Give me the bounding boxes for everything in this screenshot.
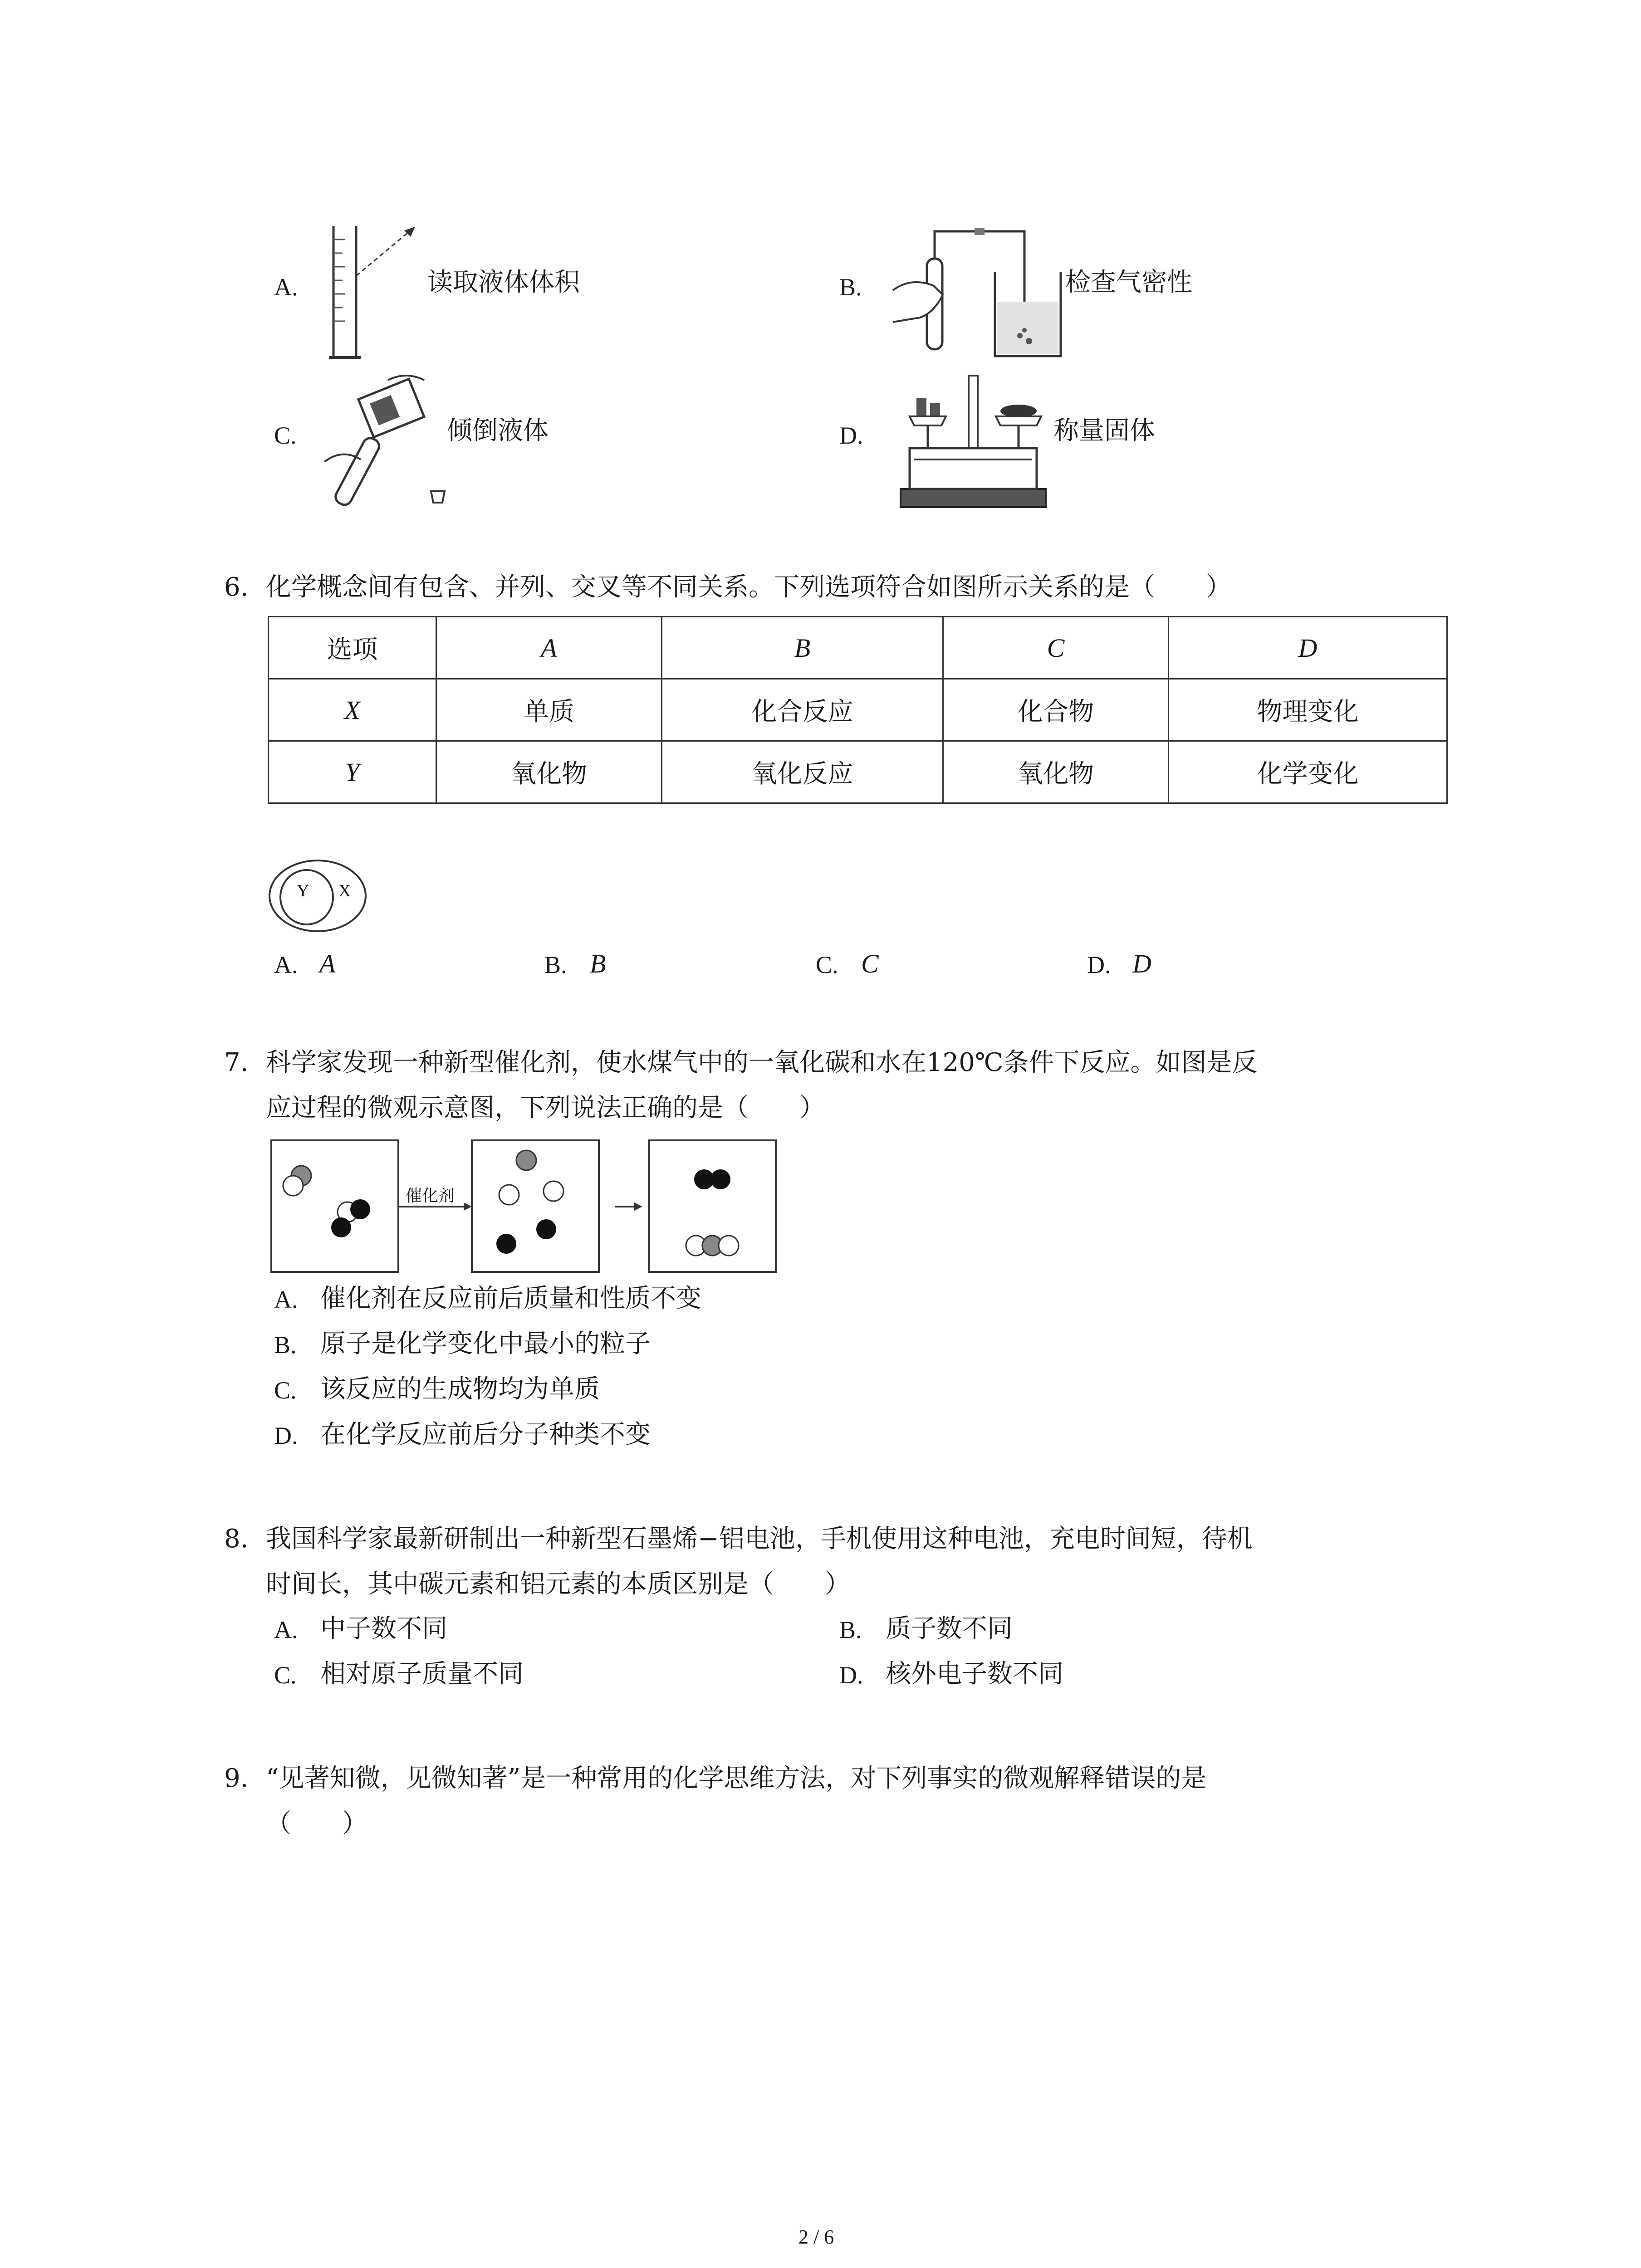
table-cell: 单质 [436, 679, 662, 741]
q5-option-b-label: 检查气密性 [1065, 268, 1192, 297]
venn-outer-label: X [338, 881, 351, 900]
q9-stem-line2: （ ） [266, 1809, 367, 1838]
q7-stem-line1: 科学家发现一种新型催化剂，使水煤气中的一氧化碳和水在120℃条件下反应。如图是反 [266, 1048, 1258, 1077]
q6-stem: 化学概念间有包含、并列、交叉等不同关系。下列选项符合如图所示关系的是（ ） [266, 572, 1231, 602]
page-number: 2 / 6 [798, 2226, 834, 2248]
q7-option-d-text: 在化学反应前后分子种类不变 [320, 1420, 651, 1449]
table-cell: 化合物 [943, 679, 1169, 741]
q8-option-a-text: 中子数不同 [320, 1614, 447, 1643]
q7-option-c-text: 该反应的生成物均为单质 [320, 1374, 600, 1404]
q6-choice-b-value: B [590, 949, 606, 978]
table-row [269, 741, 1447, 803]
q7-option-a-text: 催化剂在反应前后质量和性质不变 [320, 1284, 701, 1313]
q5-option-c-label: 倾倒液体 [447, 416, 549, 445]
q6-table [268, 616, 1448, 804]
q7-stem-line2: 应过程的微观示意图，下列说法正确的是（ ） [266, 1093, 825, 1123]
molecule-reaction-icon [269, 1139, 778, 1275]
airtightness-check-icon [884, 222, 1074, 367]
catalyst-label: 催化剂 [406, 1187, 455, 1205]
q8-stem-line2: 时间长，其中碳元素和铝元素的本质区别是（ ） [266, 1569, 850, 1599]
table-cell: 氧化物 [943, 741, 1169, 803]
q8-option-b-letter: B. [839, 1616, 862, 1643]
q6-choice-d-letter: D. [1087, 951, 1111, 978]
venn-circles-icon [268, 857, 372, 934]
q8-option-b-text: 质子数不同 [886, 1614, 1013, 1643]
balance-scale-icon [882, 367, 1064, 516]
table-row [269, 679, 1447, 741]
table-cell: 化学变化 [1169, 741, 1447, 803]
q5-option-a-label: 读取液体体积 [427, 268, 580, 297]
q8-option-c-letter: C. [274, 1662, 297, 1689]
q9-number: 9. [224, 1764, 249, 1793]
q7-number: 7. [224, 1048, 249, 1077]
venn-inner-label: Y [297, 881, 309, 900]
q6-venn-diagram [268, 857, 372, 934]
q8-stem-line1: 我国科学家最新研制出一种新型石墨烯−铝电池，手机使用这种电池，充电时间短，待机 [266, 1524, 1253, 1554]
q7-option-d-letter: D. [274, 1422, 298, 1449]
table-cell: 化合反应 [662, 679, 943, 741]
q6-choice-c-value: C [861, 949, 879, 978]
table-cell: Y [269, 741, 436, 803]
q7-option-a-letter: A. [274, 1286, 298, 1313]
table-header-cell: C [943, 617, 1169, 679]
q8-option-a-letter: A. [274, 1616, 298, 1643]
table-cell: X [269, 679, 436, 741]
q9-stem-line1: “见著知微，见微知著”是一种常用的化学思维方法，对下列事实的微观解释错误的是 [266, 1764, 1207, 1793]
q7-reaction-diagram [269, 1139, 778, 1275]
q6-number: 6. [224, 572, 249, 602]
table-header-cell: B [662, 617, 943, 679]
q6-choice-a-value: A [319, 949, 336, 978]
table-header-cell: D [1169, 617, 1447, 679]
q7-option-c-letter: C. [274, 1377, 297, 1404]
table-cell: 物理变化 [1169, 679, 1447, 741]
q5-option-a-letter: A. [274, 274, 298, 301]
q5-option-c-letter: C. [274, 422, 297, 449]
table-header-cell: 选项 [269, 617, 436, 679]
q6-choice-d-value: D [1132, 949, 1151, 978]
table-header-row [269, 617, 1447, 679]
q5-option-d-label: 称量固体 [1053, 416, 1155, 445]
table-cell: 氧化物 [436, 741, 662, 803]
q8-option-d-text: 核外电子数不同 [886, 1659, 1063, 1689]
q6-choice-a-letter: A. [274, 951, 298, 978]
table-header-cell: A [436, 617, 662, 679]
q8-option-c-text: 相对原子质量不同 [320, 1659, 524, 1689]
q8-option-d-letter: D. [839, 1662, 863, 1689]
q7-option-b-text: 原子是化学变化中最小的粒子 [320, 1329, 651, 1359]
table-cell: 氧化反应 [662, 741, 943, 803]
pouring-liquid-icon [315, 371, 451, 512]
q6-choice-b-letter: B. [544, 951, 567, 978]
q7-option-b-letter: B. [274, 1331, 297, 1359]
q5-option-b-letter: B. [839, 274, 862, 301]
graduated-cylinder-icon [320, 221, 429, 367]
q6-choice-c-letter: C. [816, 951, 838, 978]
q5-option-d-letter: D. [839, 422, 863, 449]
q8-number: 8. [224, 1524, 249, 1554]
